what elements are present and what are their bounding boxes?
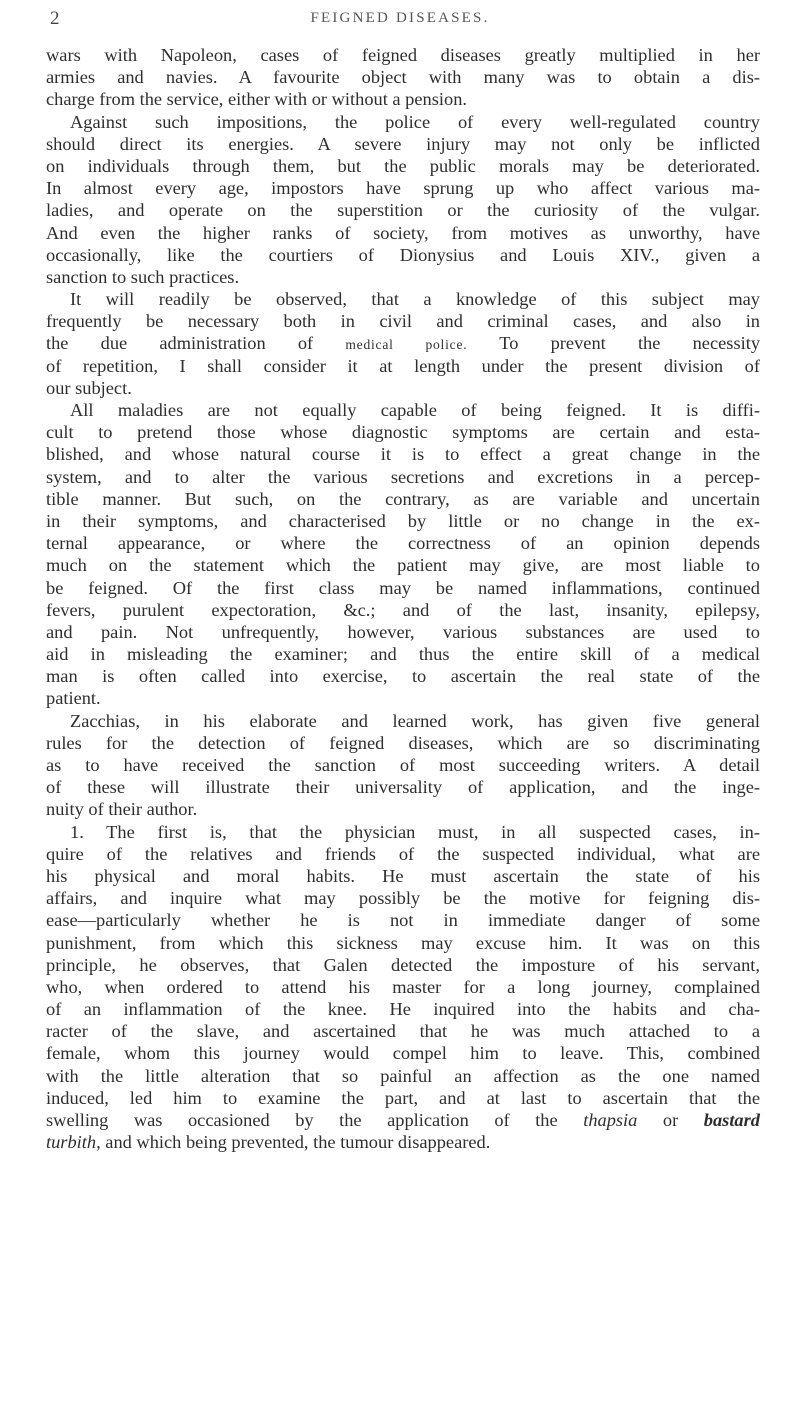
text-line: charge from the service, either with or without a pension. [46,89,467,110]
text-line: female, whom this journey would compel him to leave. This, combined [46,1043,760,1064]
text-line: quire of the relatives and friends of the suspected individual, what are [46,843,760,864]
text-line: wars with Napoleon, cases of feigned diseases greatly multiplied in her [46,45,760,65]
running-head: FEIGNED DISEASES. [310,10,490,26]
text-line: be feigned. Of the first class may be named inflammations, continued [46,577,760,598]
text-line: affairs, and inquire what may possibly be the motive for feigning dis- [46,888,760,909]
text-line: fevers, purulent expectoration, &c.; and of the last, insanity, epilepsy, [46,599,760,620]
page-header [40,8,760,32]
text-line: with the little alteration that so painful an affection as the one named [46,1065,760,1086]
text-line: It will readily be observed, that a knowledge of this subject may [70,289,760,310]
text-line: his physical and moral habits. He must ascertain the state of his [46,865,760,886]
text-line: aid in misleading the examiner; and thus the entire skill of a medical [46,644,760,665]
text-line: All maladies are not equally capable of being feigned. It is diffi- [70,400,760,420]
text-line [46,332,760,354]
text-line: in their symptoms, and characterised by little or no change in the ex- [46,510,760,531]
text-line: of an inflammation of the knee. He inquired into the habits and cha- [46,999,760,1020]
text-line: should direct its energies. A severe injury may not only be inflicted [46,133,760,154]
text-line: much on the statement which the patient may give, are most liable to [46,555,760,576]
text-span: or [662,1110,679,1130]
text-line: Against such impositions, the police of every well-regulated country [70,111,760,132]
text-line: on individuals through them, but the public morals may be deteriorated. [46,155,760,176]
text-line: cult to pretend those whose diagnostic symptoms are certain and esta- [46,422,760,443]
text-line: of these will illustrate their universality of application, and the inge- [46,777,760,798]
text-line: induced, led him to examine the part, and at last to ascertain that the [46,1087,760,1108]
text-line: and pain. Not unfrequently, however, various substances are used to [46,621,760,642]
body-text [46,44,760,1153]
text-span: To prevent the necessity [499,333,761,354]
text-span: swelling was occasioned by the application of the [46,1110,558,1130]
text-line: as to have received the sanction of most succeeding writers. A detail [46,755,760,775]
text-line: racter of the slave, and ascertained that he was much attached to a [46,1021,760,1042]
text-line: blished, and whose natural course it is to effect a great change in the [46,444,760,465]
text-line: ease—particularly whether he is not in immediate danger of some [46,910,760,931]
italic-term-bastard: bastard [703,1110,760,1130]
text-line [46,1109,760,1131]
text-line: nuity of their author. [46,799,198,820]
text-line: occasionally, like the courtiers of Dionysius and Louis XIV., given a [46,244,760,265]
text-line: sanction to such practices. [46,266,240,287]
text-line: Zacchias, in his elaborate and learned work, has given five general [70,710,760,731]
text-line: of repetition, I shall consider it at length under the present division of [46,355,760,376]
text-line: frequently be necessary both in civil and criminal cases, and also in [46,311,760,332]
italic-term-thapsia: thapsia [583,1110,638,1130]
italic-term-turbith: turbith, [46,1132,101,1153]
text-span: and which being prevented, the tumour disappeared. [105,1132,491,1153]
text-line: rules for the detection of feigned diseases, which are so discriminating [46,732,760,753]
text-line [46,1131,760,1153]
text-line: And even the higher ranks of society, from motives as unworthy, have [46,222,760,243]
text-line: who, when ordered to attend his master for a long journey, complained [46,976,760,997]
text-line: ternal appearance, or where the correctness of an opinion depends [46,533,760,554]
small-caps-term: medical police. [345,337,468,353]
text-line: 1. The first is, that the physician must, in all suspected cases, in- [70,821,760,842]
text-line: man is often called into exercise, to ascertain the real state of the [46,666,760,687]
text-line: principle, he observes, that Galen detected the imposture of his servant, [46,954,760,975]
text-line: patient. [46,688,101,709]
text-span: the due administration of [46,333,314,354]
text-line: In almost every age, impostors have sprung up who affect various ma- [46,178,760,199]
text-line: ladies, and operate on the superstition or the curiosity of the vulgar. [46,200,760,221]
text-line: armies and navies. A favourite object with many was to obtain a dis- [46,67,760,88]
text-line: tible manner. But such, on the contrary, as are variable and uncertain [46,488,760,509]
text-line: system, and to alter the various secretions and excretions in a percep- [46,466,760,487]
page-number: 2 [50,8,60,29]
text-line: our subject. [46,377,132,398]
text-line: punishment, from which this sickness may excuse him. It was on this [46,932,760,953]
